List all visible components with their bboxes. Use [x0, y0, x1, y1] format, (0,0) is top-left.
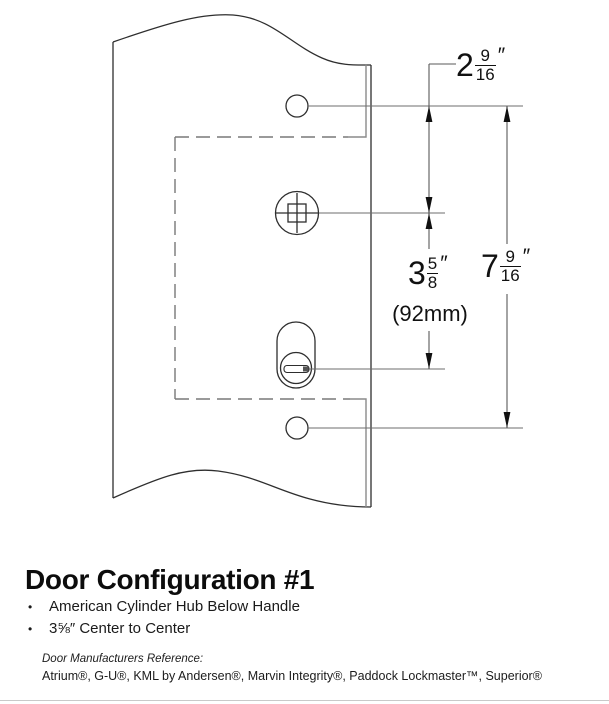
arrowhead-up: [426, 106, 433, 122]
dim-denominator: 16: [500, 265, 520, 285]
bottom-screw-hole: [286, 417, 308, 439]
top-screw-hole: [286, 95, 308, 117]
dim-fraction: [475, 47, 496, 83]
cylinder-hole: [277, 322, 315, 388]
door-top-break-line: [113, 15, 371, 65]
door-bottom-break-line: [113, 470, 371, 507]
cylinder-oval-cutout: [277, 322, 315, 388]
lock-body-dashed-outline: [175, 137, 350, 399]
door-edge-outline: [113, 15, 371, 507]
manufacturers-list: Atrium®, G-U®, KML by Andersen®, Marvin Integrity®, Paddock Lockmaster™, Superior®: [42, 669, 542, 684]
arrowhead-up: [504, 106, 511, 122]
feature-list: [25, 596, 300, 640]
dim-fraction: [427, 255, 438, 291]
page-title: Door Configuration #1: [25, 563, 315, 595]
dim-denominator: 16: [475, 64, 495, 84]
dim-whole: 7: [481, 248, 499, 284]
dimension-label-spindle-to-cylinder: [408, 250, 448, 296]
feature-item-center-to-center: • 3⅝″ Center to Center: [25, 618, 300, 640]
dim-fraction: [500, 248, 521, 284]
faceplate-bottom-elbow: [350, 399, 366, 507]
dimension-label-metric: (92mm): [392, 301, 468, 326]
dimension-label-top-to-spindle: [456, 42, 505, 88]
dim-numerator: 5: [427, 254, 438, 274]
dim-unit: ″: [522, 245, 531, 268]
dim-whole: 2: [456, 47, 474, 83]
dim-numerator: 9: [505, 247, 515, 267]
dim-numerator: 9: [480, 46, 490, 66]
reference-label: Door Manufacturers Reference:: [42, 653, 204, 665]
dimension-top-to-spindle: [426, 64, 456, 213]
spindle-hub-hole: [275, 192, 319, 235]
dim-denominator: 8: [427, 272, 438, 292]
feature-item-hub-position: • American Cylinder Hub Below Handle: [25, 596, 300, 618]
faceplate-top-elbow: [348, 64, 366, 137]
arrowhead-down: [504, 412, 511, 428]
manufacturers-reference: [42, 652, 542, 685]
page-bottom-rule: [0, 700, 609, 701]
dim-unit: ″: [440, 252, 448, 275]
dim-unit: ″: [497, 44, 506, 67]
dimension-label-overall: [481, 243, 530, 289]
keyway-notch: [303, 367, 309, 372]
arrowhead-up: [426, 213, 433, 229]
dim-whole: 3: [408, 255, 426, 291]
faceplate-inner-edge: [348, 64, 366, 507]
arrowhead-down: [426, 197, 433, 213]
arrowhead-down: [426, 353, 433, 369]
